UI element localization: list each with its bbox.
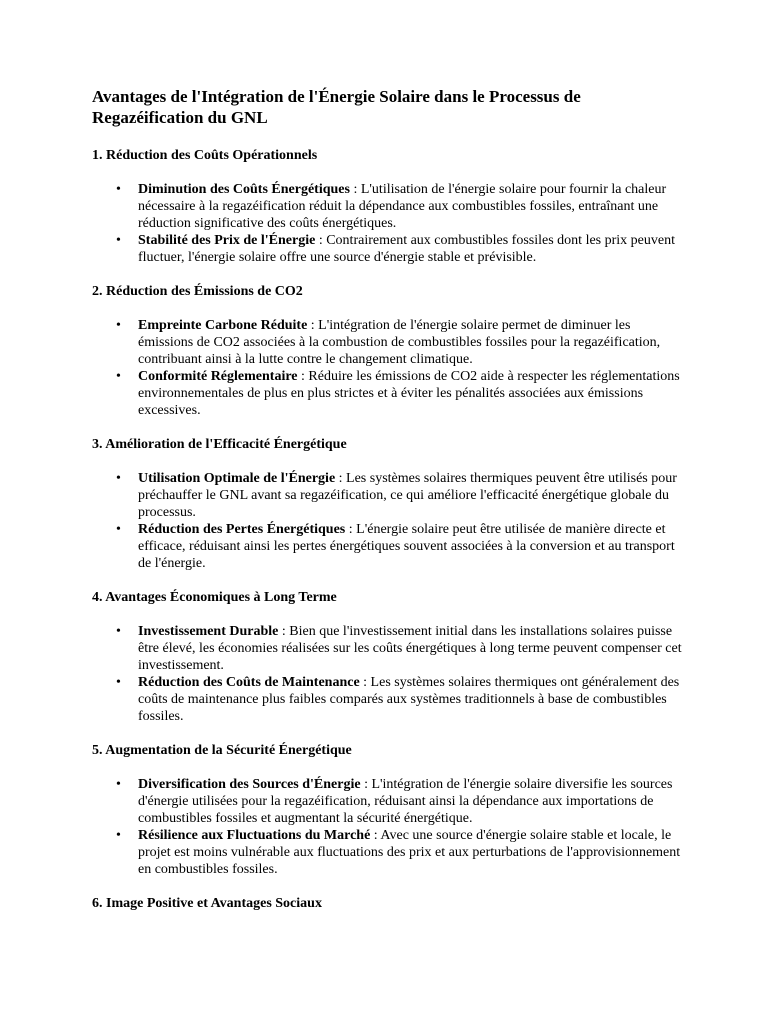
- list-item: [92, 181, 682, 232]
- bullet-icon: •: [116, 675, 121, 690]
- document-title: Avantages de l'Intégration de l'Énergie Solaire dans le Processus de Regazéification du GNL: [92, 87, 581, 127]
- document-page: [92, 86, 682, 929]
- item-term: Diversification des Sources d'Énergie: [138, 777, 361, 792]
- item-text: : L'intégration de l'énergie solaire permet de diminuer les émissions de CO2 associées à la combustion de combustibles fossiles pour la regazéification, contribuant ainsi à la lutte contre le changement climatique.: [138, 318, 661, 367]
- item-text: : Les systèmes solaires thermiques peuvent être utilisés pour préchauffer le GNL avant sa regazéification, ce qui améliore l'efficacité énergétique globale du processus.: [138, 471, 677, 520]
- item-term: Stabilité des Prix de l'Énergie: [138, 233, 316, 248]
- item-text: : L'utilisation de l'énergie solaire pour fournir la chaleur nécessaire à la regazéification réduit la dépendance aux combustibles fossiles, entraînant une réduction significative des coûts énergétiques.: [138, 182, 667, 231]
- bullet-icon: •: [116, 369, 121, 384]
- item-term: Réduction des Pertes Énergétiques: [138, 522, 346, 537]
- list-item: [92, 521, 682, 572]
- section-heading: 3. Amélioration de l'Efficacité Énergétique: [92, 437, 347, 452]
- bullet-list: [92, 470, 682, 572]
- item-text: : L'intégration de l'énergie solaire diversifie les sources d'énergie utilisées pour la regazéification, réduisant ainsi la dépendance aux importations de combustibles fossiles et augmentant la sécurité énergétique.: [138, 777, 673, 826]
- list-item: [92, 470, 682, 521]
- section-heading: 4. Avantages Économiques à Long Terme: [92, 590, 337, 605]
- bullet-list: [92, 623, 682, 725]
- list-item: [92, 368, 682, 419]
- item-term: Empreinte Carbone Réduite: [138, 318, 308, 333]
- section-heading: 5. Augmentation de la Sécurité Énergétique: [92, 743, 352, 758]
- item-text: : Contrairement aux combustibles fossiles dont les prix peuvent fluctuer, l'énergie solaire offre une source d'énergie stable et prévisible.: [138, 233, 675, 265]
- list-item: [92, 827, 682, 878]
- bullet-icon: •: [116, 182, 121, 197]
- bullet-icon: •: [116, 318, 121, 333]
- list-item: [92, 674, 682, 725]
- item-text: : Les systèmes solaires thermiques ont généralement des coûts de maintenance plus faibles comparés aux systèmes traditionnels à base de combustibles fossiles.: [138, 675, 680, 724]
- bullet-icon: •: [116, 624, 121, 639]
- bullet-icon: •: [116, 828, 121, 843]
- item-text: : Avec une source d'énergie solaire stable et locale, le projet est moins vulnérable aux fluctuations des prix et aux perturbations de l'approvisionnement en combustibles fossiles.: [138, 828, 681, 877]
- item-term: Diminution des Coûts Énergétiques: [138, 182, 350, 197]
- list-item: [92, 317, 682, 368]
- item-term: Investissement Durable: [138, 624, 279, 639]
- section-heading: 2. Réduction des Émissions de CO2: [92, 284, 303, 299]
- list-item: [92, 776, 682, 827]
- list-item: [92, 623, 682, 674]
- list-item: [92, 232, 682, 266]
- bullet-list: [92, 181, 682, 266]
- bullet-icon: •: [116, 522, 121, 537]
- section-heading: 1. Réduction des Coûts Opérationnels: [92, 148, 318, 163]
- item-text: : L'énergie solaire peut être utilisée de manière directe et efficace, réduisant ainsi les pertes énergétiques souvent associées à la conversion et au transport de l'énergie.: [138, 522, 675, 571]
- item-term: Résilience aux Fluctuations du Marché: [138, 828, 371, 843]
- item-term: Réduction des Coûts de Maintenance: [138, 675, 360, 690]
- item-text: : Bien que l'investissement initial dans les installations solaires puisse être élevé, les économies réalisées sur les coûts énergétiques à long terme peuvent compenser cet investissement.: [138, 624, 682, 673]
- item-text: : Réduire les émissions de CO2 aide à respecter les réglementations environnementales de plus en plus strictes et à éviter les pénalités associées aux émissions excessives.: [138, 369, 680, 418]
- bullet-icon: •: [116, 777, 121, 792]
- bullet-icon: •: [116, 233, 121, 248]
- item-term: Utilisation Optimale de l'Énergie: [138, 471, 336, 486]
- section-heading: 6. Image Positive et Avantages Sociaux: [92, 896, 322, 911]
- item-term: Conformité Réglementaire: [138, 369, 298, 384]
- bullet-list: [92, 317, 682, 419]
- bullet-list: [92, 776, 682, 878]
- bullet-icon: •: [116, 471, 121, 486]
